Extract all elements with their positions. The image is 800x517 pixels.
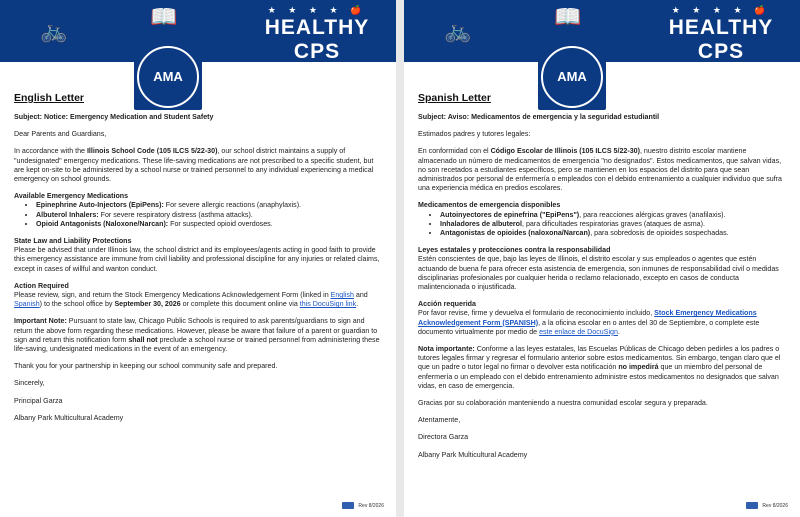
liability-paragraph: Estén conscientes de que, bajo las leyes de Illinois, el distrito escolar y sus empleados o agentes que estén actuando de buena fe para ofrecer esta asistencia de emergencia, son inmunes de responsabilidad civil o medidas disciplinarias profesionales por cualquier herida o reclamo relacionado, excepto en casos de conducta malintencionada o injustificada.: [418, 255, 779, 292]
spanish-letter-page: [404, 0, 800, 517]
list-item: • Epinephrine Auto-Injectors (EpiPens): For severe allergic reactions (anaphylaxis).: [36, 201, 382, 210]
spanish-form-link[interactable]: Stock Emergency Medications Acknowledgement Form (SPANISH): [418, 309, 757, 327]
docusign-link[interactable]: este enlace de DocuSign: [539, 327, 618, 336]
school-name: Albany Park Multicultural Academy: [418, 450, 528, 459]
list-item: • Autoinyectores de epinefrina ("EpiPens"), para reacciones alérgicas graves (anafilaxis).: [440, 211, 786, 220]
list-item: • Albuterol Inhalers: For severe respiratory distress (asthma attacks).: [36, 211, 382, 220]
intro-paragraph: In accordance with the Illinois School Code (105 ILCS 5/22-30), our school district maintains a supply of "undesignated" emergency medications. These life-saving medications are not prescribed to a specific student, but are kept on-site to be administered by a school nurse or trained personnel to any individual experiencing a medical emergency on school grounds.: [14, 147, 374, 184]
medication-list: [418, 211, 786, 239]
important-note: Important Note: Pursuant to state law, Chicago Public Schools is required to ask parents/guardians to sign and return the above form regarding these medications. However, please be aware that failure of a parent or guardian to sign and return this notification form shall not preclude a school nurse or trained personnel from administering these life-saving, undesignated medications in the event of an emergency.: [14, 317, 380, 354]
school-name: Albany Park Multicultural Academy: [14, 413, 124, 422]
thanks-paragraph: Thank you for your partnership in keeping our school community safe and prepared.: [14, 362, 278, 371]
thanks-paragraph: Gracias por su colaboración manteniendo a nuestra comunidad escolar segura y preparada.: [418, 399, 708, 408]
greeting: Dear Parents and Guardians,: [14, 130, 107, 139]
footer: [342, 502, 384, 509]
cps-footer-logo-icon: [746, 502, 758, 509]
school-seal: AMA: [538, 44, 606, 110]
intro-paragraph: En conformidad con el Código Escolar de Illinois (105 ILCS 5/22-30), nuestro distrito escolar mantiene almacenado un número de medicamentos de emergencia "no designados". Estos medicamentos, que salvan vidas, no son recetados a estudiantes específicos, pero se mantienen en los espacios del distrito para que sean administrados por personal de enfermería o empleados con el debido entrenamiento a cualquier individuo que sufra una experiencia médica en predios escolares.: [418, 147, 782, 193]
footer: [746, 502, 788, 509]
action-section-title: Action Required: [14, 281, 69, 290]
spanish-form-link[interactable]: Spanish: [14, 300, 40, 309]
liability-paragraph: Please be advised that under Illinois law, the school district and its employees/agents acting in good faith to provide this emergency assistance are immune from civil liability and professional discipline for any injuries or related claims, except in cases of willful and wanton conduct.: [14, 246, 380, 273]
book-icon: 📖: [554, 4, 582, 29]
revision-date: Rev 8/2026: [358, 502, 384, 509]
list-item: • Antagonistas de opioides (naloxona/Narcan), para sobredosis de opioides sospechadas.: [440, 229, 786, 238]
english-letter-page: [0, 0, 396, 517]
signer-name: Principal Garza: [14, 396, 63, 405]
letter-heading: Spanish Letter: [418, 92, 491, 104]
healthy-cps-logo: ★ ★ ★ ★ 🍎 HEALTHY CPS OFFICE OF STUDENT HEALTH & WELLNESS: [656, 4, 786, 72]
medication-list: [14, 201, 382, 229]
liability-section-title: State Law and Liability Protections: [14, 237, 132, 246]
letter-subject: Subject: Aviso: Medicamentos de emergencia y la seguridad estudiantil: [418, 113, 660, 121]
closing: Sincerely,: [14, 379, 45, 388]
docusign-link[interactable]: this DocuSign link: [299, 300, 357, 309]
list-item: • Opioid Antagonists (Naloxone/Narcan): For suspected opioid overdoses.: [36, 220, 382, 229]
letter-heading: English Letter: [14, 92, 85, 104]
liability-section-title: Leyes estatales y protecciones contra la responsabilidad: [418, 246, 611, 255]
list-item: • Inhaladores de albuterol, para dificultades respiratorias graves (ataques de asma).: [440, 220, 786, 229]
important-note: Nota importante: Conforme a las leyes estatales, las Escuelas Públicas de Chicago deben pedirles a los padres o tutores legales firmar y regresar el formulario anterior sobre estos medicamentos. Sin embargo, tengan claro que el que un padre o tutor legal no firmar o devolver esta notificación no impedirá que un miembro del personal de enfermería o un empleado con el debido entrenamiento administre estos medicamentos no designados que salvan vidas, en caso de emergencia.: [418, 345, 781, 390]
healthy-cps-logo: ★ ★ ★ ★ 🍎 HEALTHY CPS OFFICE OF STUDENT HEALTH & WELLNESS: [252, 4, 382, 72]
action-section-title: Acción requerida: [418, 300, 476, 309]
bicycle-icon: 🚲: [444, 18, 472, 43]
letter-subject: Subject: Notice: Emergency Medication and Student Safety: [14, 113, 214, 121]
brand-subtitle: OFFICE OF STUDENT HEALTH & WELLNESS: [659, 65, 783, 71]
brand-title: HEALTHY CPS: [264, 16, 370, 63]
english-letter-body: [14, 92, 382, 431]
spanish-letter-body: [418, 92, 786, 468]
english-form-link[interactable]: English: [330, 291, 354, 300]
page-divider: [396, 0, 404, 517]
signer-name: Directora Garza: [418, 433, 469, 442]
school-seal: AMA: [134, 44, 202, 110]
brand-subtitle: OFFICE OF STUDENT HEALTH & WELLNESS: [255, 65, 379, 71]
brand-title: HEALTHY CPS: [668, 16, 774, 63]
closing: Atentamente,: [418, 416, 461, 425]
meds-section-title: Available Emergency Medications: [14, 192, 129, 201]
revision-date: Rev 8/2026: [762, 502, 788, 509]
cps-footer-logo-icon: [342, 502, 354, 509]
bicycle-icon: 🚲: [40, 18, 68, 43]
action-paragraph: Please review, sign, and return the Stock Emergency Medications Acknowledgement Form (linked in English and Spanish) to the school office by September 30, 2026 or complete this document online via this DocuSign link.: [14, 291, 368, 309]
meds-section-title: Medicamentos de emergencia disponibles: [418, 201, 561, 210]
greeting: Estimados padres y tutores legales:: [418, 130, 531, 139]
action-paragraph: Por favor revise, firme y devuelva el formulario de reconocimiento incluido, Stock Emergency Medications Acknowledgement Form (SPANISH), a la oficina escolar en o antes del 30 de Septiembre, o complete este documento virtualmente por medio de este enlace de DocuSign.: [418, 309, 760, 336]
book-icon: 📖: [150, 4, 178, 29]
